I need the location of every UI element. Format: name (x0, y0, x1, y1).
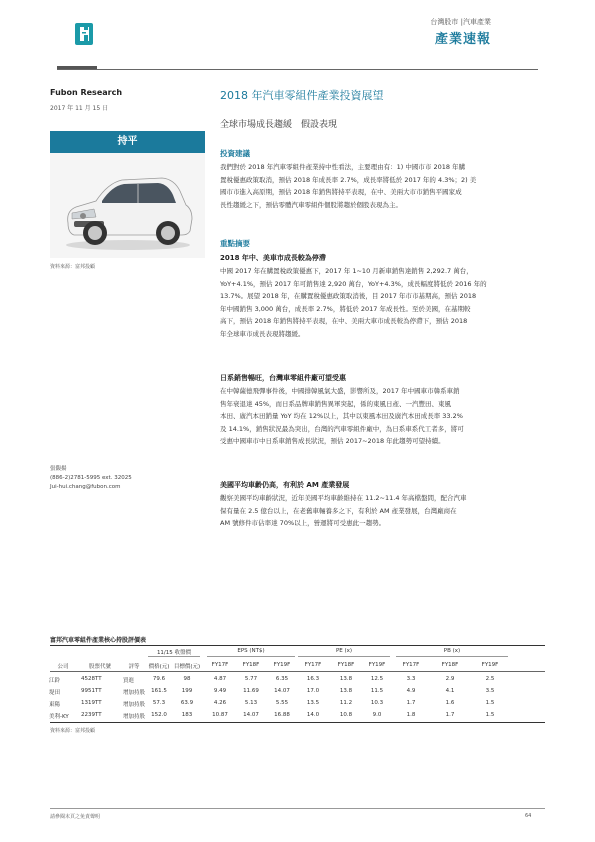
table-cell: 199 (181, 688, 193, 694)
table-cell: 9.0 (372, 712, 382, 718)
table-group-header: PB (x) (443, 648, 461, 654)
header-title: 產業速報 (434, 32, 491, 47)
table-column-header: FY19F (273, 662, 291, 668)
table-group-rule (207, 656, 295, 657)
subheading-us-vehicle-age: 美國平均車齡仍高，有利於 AM 產業發展 (220, 481, 350, 489)
table-cell: 3.3 (406, 676, 416, 682)
table-cell: 1.6 (445, 700, 455, 706)
table-cell: 4.9 (406, 688, 416, 694)
table-cell: 79.6 (152, 676, 166, 682)
rating-badge: 持平 (50, 131, 205, 153)
text-line: YoY+4.1%，預估 2017 年可銷售達 2,920 萬台，YoY+4.3%，成長幅度將低於 2016 年的 (220, 279, 487, 288)
text-line: 13.7%。展望 2018 年，在購置稅優惠政策取消後，目 2017 年市市基期高，預估 2018 (220, 292, 477, 301)
table-cell: 17.0 (306, 688, 320, 694)
table-cell: 12.5 (370, 676, 384, 682)
table-cell: 4.87 (213, 676, 227, 682)
table-cell: 5.55 (275, 700, 289, 706)
table-cell: 152.0 (151, 712, 167, 718)
table-cell: 1.8 (406, 712, 416, 718)
report-title: 2018 年汽車零組件產業投資展望 (220, 89, 384, 102)
table-bottom-rule (50, 722, 545, 723)
table-column-header: FY19F (368, 662, 386, 668)
table-cell: 2.9 (445, 676, 455, 682)
table-cell: 14.0 (306, 712, 320, 718)
text-line: 售年衰退達 45%，而日系品牌車銷售異軍突起，係的東風日產、一汽豐田、東風 (220, 399, 452, 408)
table-cell: 10.87 (212, 712, 228, 718)
table-group-rule (298, 656, 390, 657)
table-column-header: FY19F (481, 662, 499, 668)
section-heading-summary: 重點摘要 (220, 239, 250, 248)
table-cell: 買進 (123, 678, 135, 684)
table-cell: 1.7 (406, 700, 416, 706)
text-line: 年全球車市成長表現將趨緩。 (220, 329, 305, 338)
valuation-table-title: 富邦汽車零組件產業核心持股評價表 (50, 637, 147, 644)
table-column-header: 目標價(元) (173, 664, 201, 670)
text-line: 在中韓薩德飛彈事件後，中國排韓風氣大盛，影響所及，2017 年中國車市韓系車銷 (220, 387, 460, 395)
table-column-header: 價格(元) (148, 664, 170, 670)
text-line: 保有量在 2.5 億台以上，在老舊車輛養多之下，有利於 AM 產業發展，台灣廠商在 (220, 506, 457, 515)
photo-source: 資料來源：富邦投顧 (50, 264, 96, 270)
table-cell: 增加持股 (123, 714, 146, 720)
table-cell: 增加持股 (123, 690, 146, 696)
analyst-email[interactable]: Jui-hui.chang@fubon.com (50, 484, 121, 490)
table-group-header: PE (x) (335, 648, 353, 654)
footer-disclaimer: 請參閱末頁之免責聲明 (50, 814, 101, 820)
table-cell: 13.8 (339, 676, 353, 682)
table-cell: 江鈴 (49, 678, 61, 684)
table-cell: 11.5 (370, 688, 384, 694)
section-heading-recommendation: 投資建議 (220, 149, 250, 158)
table-group-rule (148, 656, 200, 657)
table-cell: 4.1 (445, 688, 455, 694)
text-line: 年中國銷售 3,000 萬台，成長率 2.7%，將低於 2017 年成長性。至於美國，在基期較 (220, 304, 471, 313)
table-cell: 增加持股 (123, 702, 146, 708)
table-column-header: 股票代號 (88, 664, 111, 670)
table-column-header: FY17F (304, 662, 322, 668)
report-subtitle: 全球市場成長趨緩 假設表現 (220, 120, 338, 130)
table-cell: 10.8 (339, 712, 353, 718)
subheading-auto-market: 2018 年中、美車市成長較為停滯 (220, 254, 326, 262)
table-cell: 東陽 (49, 702, 61, 708)
table-cell: 11.2 (339, 700, 353, 706)
text-line: 高下，預估 2018 年銷售將持平表現，在中、美兩大車市成長較為停滯下，預估 2018 (220, 317, 468, 326)
table-cell: 6.35 (275, 676, 289, 682)
table-cell: 3.5 (485, 688, 495, 694)
footer-divider (50, 808, 545, 809)
table-cell: 57.3 (152, 700, 166, 706)
table-cell: 4528TT (81, 676, 102, 682)
table-cell: 13.8 (339, 688, 353, 694)
text-line: 本田、廣汽本田銷量 YoY 均在 12%以上，其中以東風本田及廣汽本田成長率 33.2% (220, 412, 463, 421)
brand-name: Fubon Research (50, 88, 123, 97)
table-cell: 2.5 (485, 676, 495, 682)
table-column-header: FY18F (441, 662, 459, 668)
table-cell: 1.5 (485, 712, 495, 718)
table-column-header: FY18F (242, 662, 260, 668)
table-column-header: 公司 (57, 664, 69, 670)
table-header-rule (50, 671, 545, 672)
table-cell: 98 (183, 676, 191, 682)
table-group-rule (396, 656, 508, 657)
table-cell: 9.49 (213, 688, 227, 694)
text-line: 受惠中國車市中日系車銷售成長狀況，預估 2017~2018 年此趨勢可望持續。 (220, 437, 445, 446)
text-line: 觀察美國平均車齡狀況，近年美國平均車齡維持在 11.2~11.4 年高檔盤間，配合汽車 (220, 494, 467, 502)
analyst-name: 張馥揚 (50, 466, 67, 472)
table-cell: 美利-KY (49, 714, 69, 720)
table-cell: 11.69 (243, 688, 259, 694)
table-group-header: EPS (NT$) (237, 648, 265, 654)
table-cell: 堤田 (49, 690, 61, 696)
subheading-japanese-brands: 日系銷售暢旺，台灣車零組件廠可望受惠 (220, 374, 346, 382)
analyst-phone: (886-2)2781-5995 ext. 32025 (50, 475, 132, 481)
table-cell: 183 (181, 712, 193, 718)
text-line: 國市市進入高原期，預估 2018 年銷售將持平表現，在中、美兩大市市銷售平國家成 (220, 188, 462, 197)
table-cell: 5.13 (244, 700, 258, 706)
table-cell: 10.3 (370, 700, 384, 706)
table-cell: 13.5 (306, 700, 320, 706)
table-cell: 4.26 (213, 700, 227, 706)
text-line: 我們對於 2018 年汽車零組件產業持中性看法，主要理由有：1) 中國市市 2018 年購 (220, 163, 466, 171)
table-column-header: 評等 (128, 664, 140, 670)
table-column-header: FY17F (402, 662, 420, 668)
table-cell: 9951TT (81, 688, 102, 694)
table-cell: 16.88 (274, 712, 290, 718)
text-line: AM 號修件市佔率達 70%以上，營運將可受惠此一趨勢。 (220, 519, 386, 528)
table-cell: 5.77 (244, 676, 258, 682)
text-line: 置稅優惠政策取消，預估 2018 年成長率 2.7%，成長率將低於 2017 年的 4.3%；2) 美 (220, 175, 477, 184)
table-source: 資料來源：富邦投顧 (50, 728, 96, 734)
text-line: 及 14.1%，銷售狀況最為突出，台灣的汽車零組件廠中，為日系車系代工者多，將可 (220, 424, 464, 433)
table-cell: 14.07 (274, 688, 290, 694)
table-cell: 2239TT (81, 712, 102, 718)
table-cell: 1.7 (445, 712, 455, 718)
page-number: 64 (525, 813, 532, 819)
table-cell: 63.9 (180, 700, 194, 706)
table-cell: 161.5 (151, 688, 167, 694)
table-cell: 1.5 (485, 700, 495, 706)
table-cell: 1319TT (81, 700, 102, 706)
header-category: 台灣股市 |汽車產業 (430, 18, 491, 26)
table-group-header: 11/15 收盤價 (156, 650, 192, 656)
table-column-header: FY17F (211, 662, 229, 668)
table-cell: 14.07 (243, 712, 259, 718)
text-line: 中國 2017 年在購置稅政策優惠下，2017 年 1~10 月新車銷售達銷售 2,292.7 萬台， (220, 267, 473, 275)
report-date: 2017 年 11 月 15 日 (50, 105, 109, 112)
table-column-header: FY18F (337, 662, 355, 668)
text-line: 長性趨緩之下，預估零體汽車零組件個股將趨於個股表現為主。 (220, 200, 402, 209)
table-cell: 16.3 (306, 676, 320, 682)
